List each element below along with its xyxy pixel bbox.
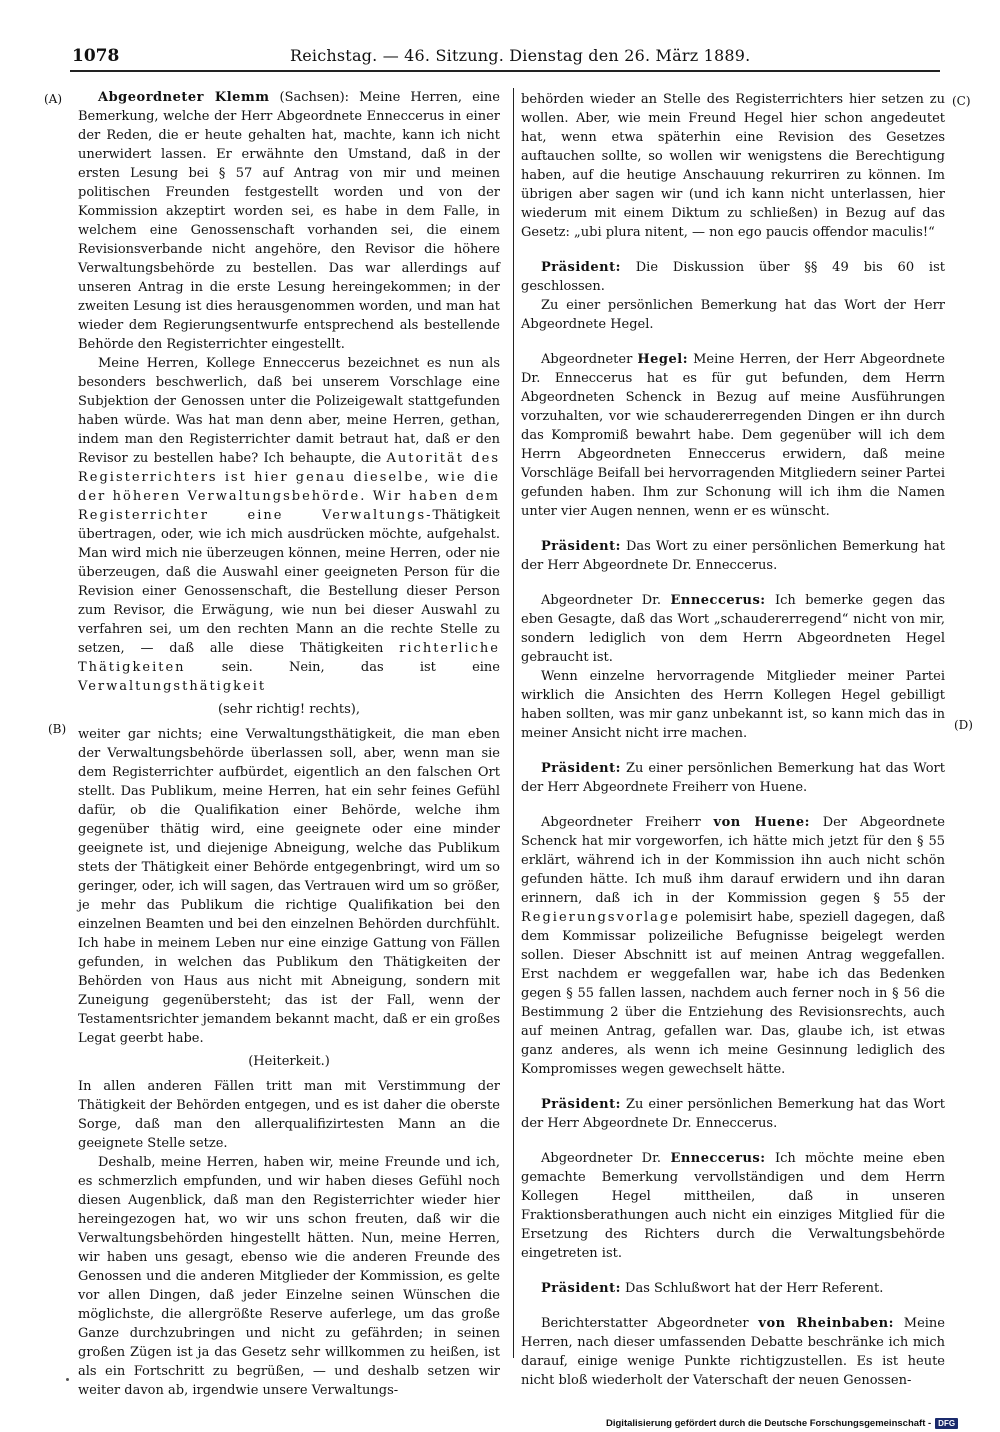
paragraph-text: Die Diskussion über §§ 49 bis 60 ist geschlossen. — [521, 260, 945, 294]
paragraph-enneccerus-2 — [521, 1149, 945, 1263]
speaker-name: Enneccerus: — [670, 1151, 766, 1166]
page-number: 1078 — [72, 46, 120, 66]
paragraph-text: Thätigkeit übertragen, oder, wie ich mich ausdrücken möchte, aufgehalst. Man wird mich nie überzeugen können, meine Herren, oder nie überzeugen, daß die Auswahl einer geeigneten Person für die Revision einer Genossenschaft, die Bestellung dieser Person zum Revisor, die Erwägung, wie nun bei dieser Auswahl zu verfahren sei, um den rechten Mann an die rechte Stelle zu setzen, — daß alle diese Thätigkeiten — [78, 508, 500, 656]
speaker-name: Abgeordneter Klemm — [98, 90, 270, 105]
running-title: Reichstag. — 46. Sitzung. Dienstag den 26. März 1889. — [290, 46, 751, 65]
left-column — [78, 88, 500, 1400]
paragraph-text: Das Wort zu einer persönlichen Bemerkung hat der Herr Abgeordnete Dr. Enneccerus. — [521, 539, 945, 573]
paragraph-enneccerus-1 — [521, 591, 945, 667]
paragraph-president-1b: Zu einer persönlichen Bemerkung hat das Wort der Herr Abgeordnete Hegel. — [521, 298, 945, 332]
paragraph-klemm-cont: behörden wieder an Stelle des Registerrichters hier setzen zu wollen. Aber, wie mein Freund Hegel hier schon angedeutet hat, wenn etwa späterhin eine Revision des Gesetzes auftauchen sollte, so wollen wir wenigstens die Berechtigung haben, auf die heutige Anschauung rekurriren zu können. Im übrigen aber sagen wir (und ich kann nicht unterlassen, hier wiederum mit einem Diktum zu schließen) in Bezug auf das Gesetz: „ubi plura nitent, — non ego paucis offendor maculis!“ — [521, 92, 945, 240]
paragraph-rheinbaben — [521, 1314, 945, 1390]
column-divider — [513, 88, 514, 1358]
speaker-name: von Huene: — [713, 815, 810, 830]
speaker-name: Präsident: — [541, 1097, 621, 1112]
paragraph-huene — [521, 813, 945, 1079]
paragraph-text: Ich möchte meine eben gemachte Bemerkung vervollständigen und dem Herrn Kollegen Hegel mittheilen, daß in unseren Fraktionsberathungen auch nicht ein einziges Mitglied für die Ersetzung des Richters durch die Verwaltungsbehörde eingetreten ist. — [521, 1151, 945, 1261]
speaker-name: von Rheinbaben: — [758, 1316, 894, 1331]
digitization-footer — [606, 1418, 958, 1429]
page-header — [72, 46, 932, 70]
speaker-name: Präsident: — [541, 260, 621, 275]
margin-mark-a: (A) — [44, 92, 63, 106]
paragraph-president-2 — [521, 537, 945, 575]
speaker-name: Präsident: — [541, 1281, 621, 1296]
speaker-title: Berichterstatter Abgeordneter — [541, 1316, 759, 1331]
paragraph-text: polemisirt habe, speziell dagegen, daß dem Kommissar polizeiliche Befugnisse beigelegt werden sollen. Dieser Abschnitt ist auf meinen Antrag weggefallen. Erst nachdem er weggefallen war, habe ich das Bedenken gegen § 55 fallen lassen, nachdem auch ferner noch in § 56 die Bestimmung 2 über die Entziehung des Revisionsrechts, auch auf meinen Antrag, gefallen war. Das, glaube ich, ist etwas ganz anderes, als wenn ich meine Gesinnung lediglich des Kompromisses wegen gewechselt hätte. — [521, 910, 945, 1077]
paragraph-klemm-1 — [78, 88, 500, 354]
speaker-title: Abgeordneter Freiherr — [541, 815, 714, 830]
paragraph-president-1 — [521, 258, 945, 296]
header-rule — [70, 70, 940, 72]
paragraph-klemm-5: Deshalb, meine Herren, haben wir, meine Freunde und ich, es schmerzlich empfunden, und wir haben dieses Gefühl noch diesen Augenblick, daß man den Registerrichter wieder hier hereingezogen hat, wo wir uns schon freuten, daß wir die Verwaltungsbehörden hingestellt hätten. Nun, meine Herren, wir haben uns gesagt, ebenso wie die anderen Freunde des Genossen und die anderen Mitglieder der Kommission, es gelte vor allen Dingen, daß jeder Einzelne seinen Wünschen die möglichste, die allergrößte Reserve auferlege, um das große Ganze durchzubringen und nicht zu gefährden; in seinen großen Zügen ist ja das Gesetz sehr willkommen zu heißen, ist als ein Fortschritt zu begrüßen, — und deshalb setzen wir weiter davon ab, irgendwie unsere Verwaltungs- — [78, 1155, 500, 1398]
emphasized-text: Regierungsvorlage — [521, 910, 680, 925]
speaker-name: Enneccerus: — [670, 593, 766, 608]
margin-mark-b: (B) — [48, 722, 67, 736]
paragraph-text: Meine Herren, Kollege Enneccerus bezeichnet es nun als besonders beschwerlich, daß bei unserem Vorschlage eine Subjektion der Genossen unter die Polizeigewalt stattgefunden haben würde. Was hat man denn aber, meine Herren, gethan, indem man den Registerrichter damit betraut hat, daß er den Revisor zu bestellen habe? Ich behaupte, die — [78, 356, 500, 466]
emphasized-text: richterliche Thätigkeiten — [78, 641, 500, 675]
paragraph-president-3 — [521, 759, 945, 797]
paragraph-text: Meine Herren, nach dieser umfassenden Debatte beschränke ich mich darauf, einige wenige Punkte richtigzustellen. Es ist heute nicht bloß wiederholt der Vaterschaft der neuen Genossen- — [521, 1316, 945, 1388]
dfg-logo-icon: DFG — [935, 1418, 958, 1429]
paragraph-text: sein. Nein, das ist eine — [185, 660, 500, 675]
speaker-title: Abgeordneter — [541, 352, 638, 367]
interjection: (sehr richtig! rechts), — [218, 702, 360, 717]
paragraph-klemm-3: weiter gar nichts; eine Verwaltungsthätigkeit, die man eben der Verwaltungsbehörde überlassen soll, aber, wenn man sie dem Registerrichter aufbürdet, eigentlich an den falschen Ort stellt. Das Publikum, meine Herren, hat ein sehr feines Gefühl dafür, ob die Qualifikation einer Behörde, welche ihm gegenüber thätig wird, eine geeignete oder eine minder geeignete ist, und diejenige Abneigung, welche das Publikum stets der Thätigkeit einer Behörde entgegenbringt, wird um so geringer, oder, ich will sagen, das Vertrauen wird um so größer, je mehr das Publikum die richtige Qualifikation bei den einzelnen Beamten und bei den einzelnen Behörden durchfühlt. Ich habe in meinem Leben nur eine einzige Gattung von Fällen gefunden, in welchen das Publikum den Thätigkeiten der Behörden von Haus aus nicht mit Abneigung, sondern mit Zuneigung gegenübersteht; das ist der Fall, wenn der Testamentsrichter jemandem bekannt macht, daß er ein großes Legat geerbt habe. — [78, 727, 500, 1046]
footer-text: Digitalisierung gefördert durch die Deutsche Forschungsgemeinschaft - — [606, 1418, 932, 1429]
paragraph-klemm-4: In allen anderen Fällen tritt man mit Verstimmung der Thätigkeit der Behörden entgegen, und es ist daher die oberste Sorge, daß man den allerqualifizirtesten Mann an die geeignete Stelle setze. — [78, 1079, 500, 1151]
speaker-name: Präsident: — [541, 761, 621, 776]
paragraph-president-4 — [521, 1095, 945, 1133]
right-column — [521, 90, 945, 1390]
paragraph-enneccerus-1b: Wenn einzelne hervorragende Mitglieder meiner Partei wirklich die Ansichten des Herrn Kollegen Hegel gebilligt haben sollten, was mir ganz unbekannt ist, so kann mich das in meiner Ansicht nicht irre machen. — [521, 669, 945, 741]
interjection: (Heiterkeit.) — [248, 1054, 330, 1069]
margin-mark-d: (D) — [954, 718, 973, 732]
paragraph-text: Zu einer persönlichen Bemerkung hat das Wort der Herr Abgeordnete Dr. Enneccerus. — [521, 1097, 945, 1131]
speaker-title: Abgeordneter Dr. — [541, 1151, 671, 1166]
scan-speck — [66, 1378, 69, 1381]
margin-mark-c: (C) — [952, 94, 971, 108]
paragraph-text: Der Abgeordnete Schenck hat mir vorgeworfen, ich hätte mich jetzt für den § 55 erklärt, während ich in der Kommission ihn auch nicht schön gefunden hätte. Ich muß ihm darauf erwidern und ihn daran erinnern, daß ich in der Kommission gegen § 55 der — [521, 815, 945, 906]
paragraph-text: Das Schlußwort hat der Herr Referent. — [620, 1281, 884, 1296]
paragraph-president-5 — [521, 1279, 945, 1298]
paragraph-hegel — [521, 350, 945, 521]
paragraph-text: Meine Herren, der Herr Abgeordnete Dr. Enneccerus hat es für gut befunden, dem Herrn Abgeordneten Schenck in Bezug auf meine Ausführungen vorzuhalten, vor wie schaudererregenden Dingen er ihn durch das Kompromiß bewahrt habe. Dem gegenüber will ich dem Herrn Abgeordneten Enneccerus erwidern, daß meine Vorschläge Beifall bei hervorragenden Mitgliedern seiner Partei gefunden haben. Ihm zur Schonung will ich ihm die Namen unter vier Augen nennen, wenn er es wünscht. — [521, 352, 945, 519]
speaker-name: Hegel: — [637, 352, 689, 367]
paragraph-text: Ich bemerke gegen das eben Gesagte, daß das Wort „schaudererregend“ nicht von mir, sondern lediglich von dem Herrn Abgeordneten Hegel gebraucht ist. — [521, 593, 945, 665]
paragraph-klemm-2 — [78, 354, 500, 696]
paragraph-text: (Sachsen): Meine Herren, eine Bemerkung, welche der Herr Abgeordnete Enneccerus in einer der Reden, die er heute gehalten hat, machte, kann ich nicht unerwidert lassen. Er erwähnte den Umstand, daß in der ersten Lesung bei § 57 auf Antrag von mir und meinen politischen Freunden festgestellt worden und von der Kommission akzeptirt worden sei, es habe in dem Falle, in welchem eine Genossenschaft vorhanden sei, die einem Revisionsverbande nicht angehöre, den Revisor die höhere Verwaltungsbehörde zu bestellen. Das war allerdings auf unseren Antrag in die erste Lesung hereingekommen; in der zweiten Lesung ist dies herausgenommen worden, und man hat wieder dem Regierungsentwurfe entsprechend als bestellende Behörde den Registerrichter eingestellt. — [78, 90, 500, 352]
speaker-name: Präsident: — [541, 539, 621, 554]
speaker-title: Abgeordneter Dr. — [541, 593, 671, 608]
paragraph-text: Zu einer persönlichen Bemerkung hat das Wort der Herr Abgeordnete Freiherr von Huene. — [521, 761, 945, 795]
emphasized-text: Verwaltungsthätigkeit — [78, 679, 267, 694]
emphasized-text: Autorität des Registerrichters ist hier genau dieselbe, wie die der höheren Verwaltungsbehörde. Wir haben dem Registerrichter eine Verwaltungs- — [78, 451, 500, 523]
